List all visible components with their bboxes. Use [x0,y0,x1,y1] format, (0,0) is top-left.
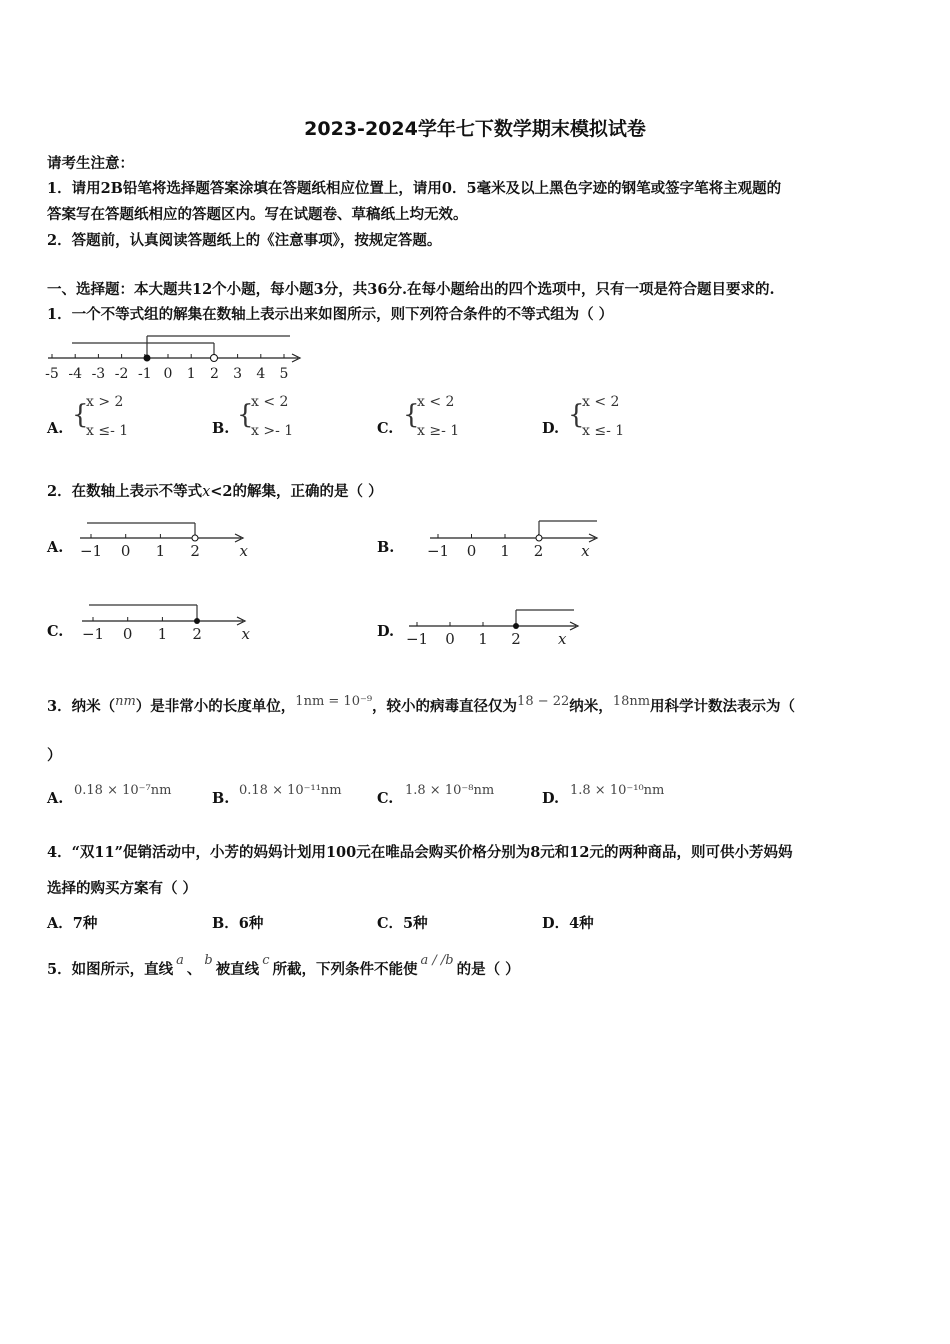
tick-label: 1 [186,366,196,382]
notice-line-1b: 答案写在答题纸相应的答题区内。写在试题卷、草稿纸上均无效。 [47,206,468,223]
solid-dot [513,623,519,629]
q2-stem-a: 2．在数轴上表示不等式 [47,483,203,500]
q2-option-c-number-line [77,600,252,648]
q3-text-2: ）是非常小的长度单位， [135,698,296,715]
tick-label: −1 [405,630,429,648]
solid-dot [194,618,200,624]
tick-label: −1 [79,542,103,560]
tick-label: 2 [209,366,219,382]
q4-stem-line-1: 4．“双11”促销活动中，小芳的妈妈计划用100元在唯品会购买价格分别为8元和12元的两种商品，则可供小芳妈妈 [47,844,793,861]
q3-value: 18nm [612,694,651,709]
q3-close-paren: ） [47,747,62,764]
q4-option-b: B．6种 [212,915,264,932]
tick-label: 0 [466,542,477,560]
q2-stem [47,480,383,501]
tick-label: 4 [256,366,266,382]
q2-stem-b: <2的解集，正确的是（ ） [210,483,383,500]
tick-label: 2 [533,542,544,560]
tick-label: −1 [426,542,450,560]
q1-option-b-label: B. [212,420,230,437]
tick-label: 1 [155,542,166,560]
notice-line-2: 2．答题前，认真阅读答题纸上的《注意事项》，按规定答题。 [47,232,442,249]
axis-variable-label: x [239,542,248,560]
q1-number-line [40,330,310,385]
tick-label: 1 [478,630,488,648]
solid-dot [144,355,151,362]
q3-text-1: 3．纳米（ [47,698,116,715]
tick-label: -3 [91,366,106,382]
q4-stem-line-2: 选择的购买方案有（ ） [47,880,198,897]
tick-label: 0 [120,542,131,560]
brace-icon: { [568,400,585,430]
q5-line-c: c [262,953,270,968]
tick-label: 0 [122,625,133,643]
q2-option-d-label: D. [377,623,395,640]
q5-stem [47,953,520,979]
q3-option-c-text: 1.8 × 10⁻⁸nm [405,783,495,798]
q1-option-b-bottom: x >- 1 [251,423,294,439]
tick-label: -2 [114,366,129,382]
notice-line-1: 1．请用2B铅笔将选择题答案涂填在答题纸相应位置上，请用0．5毫米及以上黑色字迹的钢笔或签字笔将主观题的 [47,180,782,197]
q3-option-d-label: D. [542,790,560,807]
tick-label: 1 [500,542,510,560]
tick-label: 2 [511,630,521,648]
q2-option-b-number-line [425,514,605,562]
q2-option-c-label: C. [47,623,64,640]
hollow-dot [536,535,542,541]
tick-label: 2 [190,542,200,560]
tick-label: 1 [157,625,168,643]
q2-option-b-label: B. [377,539,395,556]
q5-line-a: a [176,953,184,968]
q3-text-3: ，较小的病毒直径仅为 [372,698,518,715]
q5-text-3: 所截，下列条件不能使 [272,961,418,978]
q3-nm: nm [115,694,136,709]
brace-icon: { [237,400,254,430]
q1-option-d-label: D. [542,420,560,437]
q5-text-2: 被直线 [215,961,260,978]
tick-label: -5 [45,366,59,382]
q1-option-a-label: A. [47,420,64,437]
q3-text-4: 纳米， [569,698,613,715]
q4-option-c: C．5种 [377,915,428,932]
q2-option-a-label: A. [47,539,64,556]
hollow-dot [211,355,218,362]
q3-stem [47,695,795,716]
tick-label: 3 [233,366,243,382]
q5-text-1: 5．如图所示，直线 [47,961,174,978]
q1-option-c-top: x < 2 [417,394,455,410]
q3-option-b-label: B. [212,790,230,807]
tick-label: 2 [192,625,202,643]
q1-option-c-bottom: x ≥- 1 [417,423,460,439]
q2-option-a-number-line [75,518,250,566]
tick-label: -1 [137,366,152,382]
section-heading: 一、选择题：本大题共12个小题，每小题3分，共36分.在每小题给出的四个选项中，只有一项是符合题目要求的. [47,281,775,298]
q1-option-a-bottom: x ≤- 1 [86,423,129,439]
tick-label: −1 [81,625,105,643]
q3-equation: 1nm = 10⁻⁹ [295,694,373,709]
q5-line-b: b [204,953,213,968]
q3-range: 18 − 22 [517,694,570,709]
q3-option-a-text: 0.18 × 10⁻⁷nm [74,783,172,798]
q1-option-b-top: x < 2 [251,394,289,410]
q2-option-d-number-line [404,604,589,652]
q5-separator: 、 [186,961,202,978]
q1-option-a-top: x > 2 [86,394,124,410]
notice-heading: 请考生注意： [47,155,134,172]
q1-option-c-label: C. [377,420,394,437]
brace-icon: { [72,400,89,430]
tick-label: 0 [445,630,455,648]
q4-option-a: A．7种 [47,915,98,932]
axis-variable-label: x [557,630,567,648]
hollow-dot [192,535,198,541]
q3-text-5: 用科学计数法表示为（ [650,698,796,715]
q1-option-d-bottom: x ≤- 1 [582,423,625,439]
axis-variable-label: x [581,542,590,560]
q2-var: x [202,484,211,500]
tick-label: 5 [279,366,289,382]
q1-stem: 1．一个不等式组的解集在数轴上表示出来如图所示，则下列符合条件的不等式组为（ ） [47,306,614,323]
q3-option-c-label: C. [377,790,394,807]
q5-parallel: a / /b [420,953,454,968]
tick-label: -4 [68,366,83,382]
page-title: 2023-2024学年七下数学期末模拟试卷 [304,118,646,140]
q5-text-4: 的是（ ） [456,961,520,978]
q4-option-d: D．4种 [542,915,594,932]
brace-icon: { [403,400,420,430]
q3-option-b-text: 0.18 × 10⁻¹¹nm [239,783,342,798]
q3-option-a-label: A. [47,790,64,807]
q1-option-d-top: x < 2 [582,394,620,410]
q3-option-d-text: 1.8 × 10⁻¹⁰nm [570,783,665,798]
axis-variable-label: x [241,625,250,643]
tick-label: 0 [163,366,173,382]
